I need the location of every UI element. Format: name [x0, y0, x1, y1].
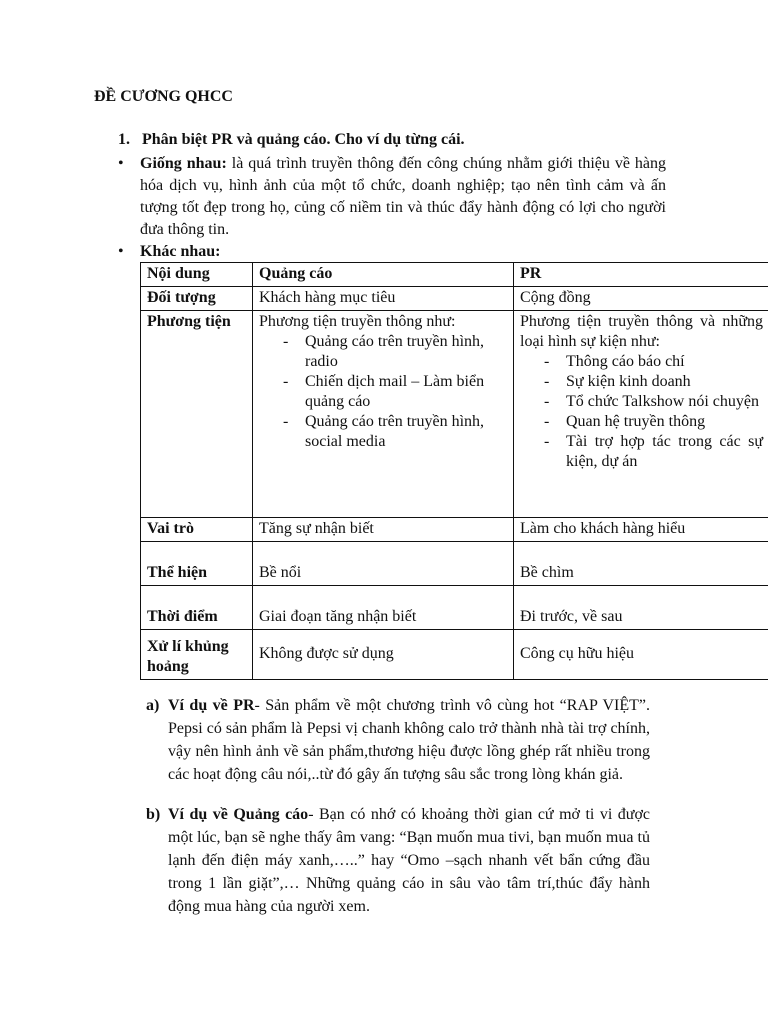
list-item: - Sự kiện kinh doanh: [540, 372, 763, 392]
row-label: Xử lí khủng hoảng: [141, 630, 253, 680]
example-pr-text: [168, 694, 650, 786]
row-label: Vai trò: [141, 518, 253, 542]
similarity-text: [140, 153, 666, 241]
similarity-bullet: [118, 153, 698, 241]
example-ads-body: - Bạn có nhớ có khoảng thời gian cứ mở ti vi được một lúc, bạn sẽ nghe thấy âm vang: “Bạn muốn mua tivi, bạn muốn mua tủ lạnh đến điện máy xanh,…..” hay “Omo –sạch nhanh vết bẩn cứng đầu trong 1 lần giặt”,… Những quảng cáo in sâu vào tâm trí,thúc đẩy hành động mua hàng của người xem.: [168, 806, 651, 915]
bullet-glyph: •: [118, 155, 124, 172]
list-item: - Thông cáo báo chí: [540, 352, 763, 372]
cell-ads: Tăng sự nhận biết: [253, 518, 514, 542]
cell-ads: Giai đoạn tăng nhận biết: [253, 586, 514, 630]
cell-pr: Làm cho khách hàng hiểu: [514, 518, 768, 542]
list-item: - Quan hệ truyền thông: [540, 412, 763, 432]
difference-label: Khác nhau:: [140, 243, 221, 260]
example-pr-label: Ví dụ về PR: [168, 697, 255, 714]
example-ads-text: [168, 803, 650, 918]
row-label: Thời điểm: [141, 586, 253, 630]
example-ads: [146, 803, 650, 918]
document-title: ĐỀ CƯƠNG QHCC: [94, 88, 233, 105]
example-marker: a): [146, 697, 160, 714]
example-marker: b): [146, 806, 161, 823]
header-pr: PR: [514, 263, 768, 287]
cell-pr: Công cụ hữu hiệu: [514, 630, 768, 680]
section-heading-text: Phân biệt PR và quảng cáo. Cho ví dụ từng cái.: [142, 131, 465, 148]
cell-pr: Đi trước, về sau: [514, 586, 768, 630]
difference-text: [140, 241, 666, 263]
list-item: - Tài trợ hợp tác trong các sự kiện, dự án: [540, 432, 763, 472]
section-heading: [118, 131, 678, 149]
cell-ads: Bề nổi: [253, 542, 514, 586]
ads-media-intro: Phương tiện truyền thông như:: [259, 313, 456, 330]
header-ads: Quảng cáo: [253, 263, 514, 287]
list-item: - Chiến dịch mail – Làm biển quảng cáo: [279, 372, 508, 412]
cell-ads: Không được sử dụng: [253, 630, 514, 680]
list-item: - Quảng cáo trên truyền hình, social media: [279, 412, 508, 452]
pr-media-intro: Phương tiện truyền thông và những loại hình sự kiện như:: [520, 313, 763, 350]
cell-pr: [514, 311, 768, 518]
comparison-table: [140, 262, 768, 680]
header-content: Nội dung: [141, 263, 253, 287]
table-header-row: [141, 263, 768, 287]
row-label: Đối tượng: [141, 287, 253, 311]
table-row-role: [141, 518, 768, 542]
example-pr-body: - Sản phẩm về một chương trình vô cùng hot “RAP VIỆT”. Pepsi có sản phẩm là Pepsi vị chanh không calo trở thành nhà tài trợ chính, vậy nên hình ảnh về sản phẩm,thương hiệu được lồng ghép rất nhiều trong các hoạt động câu nói,..từ đó gây ấn tượng sâu sắc trong lòng khán giả.: [168, 697, 650, 783]
table-row-crisis: [141, 630, 768, 680]
row-label: Thể hiện: [141, 542, 253, 586]
bullet-glyph: •: [118, 243, 124, 260]
list-item: - Tổ chức Talkshow nói chuyện: [540, 392, 763, 412]
difference-bullet: [118, 241, 698, 263]
cell-pr: Bề chìm: [514, 542, 768, 586]
cell-ads: [253, 311, 514, 518]
cell-ads: Khách hàng mục tiêu: [253, 287, 514, 311]
table-row-expression: [141, 542, 768, 586]
section-number: 1.: [118, 131, 130, 148]
table-row-timing: [141, 586, 768, 630]
list-item: - Quảng cáo trên truyền hình, radio: [279, 332, 508, 372]
ads-media-list: [259, 332, 508, 452]
table-row-audience: [141, 287, 768, 311]
pr-media-list: [520, 352, 763, 472]
example-pr: [146, 694, 650, 786]
row-label: Phương tiện: [141, 311, 253, 518]
example-ads-label: Ví dụ về Quảng cáo: [168, 806, 309, 823]
cell-pr: Cộng đồng: [514, 287, 768, 311]
similarity-body: là quá trình truyền thông đến công chúng nhằm giới thiệu về hàng hóa dịch vụ, hình ảnh của một tổ chức, doanh nghiệp; tạo nên tình cảm và ấn tượng tốt đẹp trong họ, củng cố niềm tin và thúc đẩy hành động có lợi cho người đưa thông tin.: [140, 155, 667, 238]
similarity-label: Giống nhau:: [140, 155, 227, 172]
table-row-media: [141, 311, 768, 518]
